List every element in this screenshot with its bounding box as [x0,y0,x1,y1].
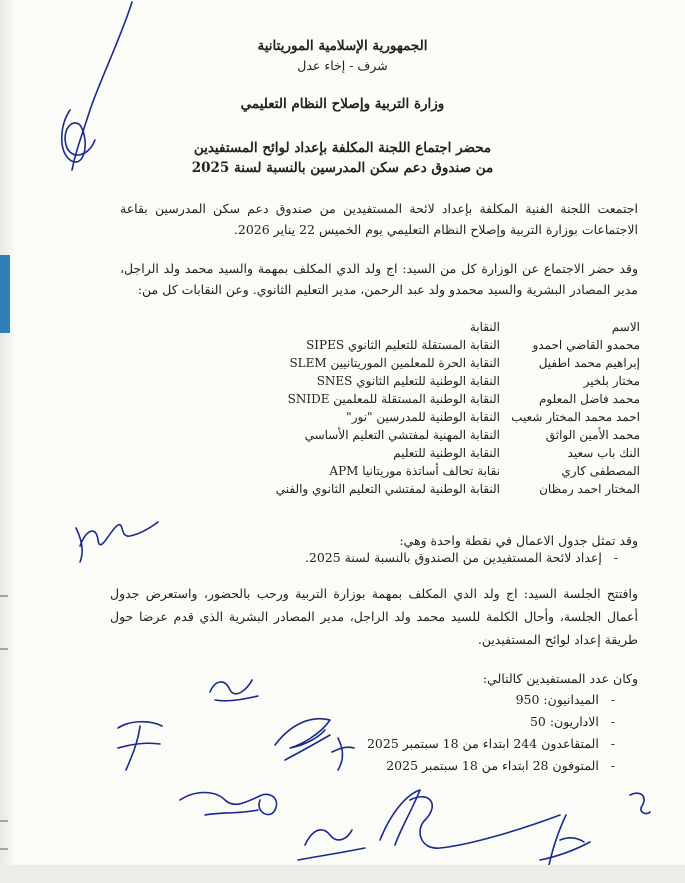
attendee-name: مختار بلخير [583,374,640,388]
edge-mark [0,648,8,650]
attendee-name: محمدو القاضي احمدو [532,338,640,352]
country-name: الجمهورية الإسلامية الموريتانية [257,38,428,54]
attendance-paragraph: وقد حضر الاجتماع عن الوزارة كل من السيد: اج ولد الدي المكلف بمهمة والسيد محمد ولد الراجل، مدير المصادر البشرية والسيد محمدو ولد عبد الرحمن، مدير التعليم الثانوي. وعن النقابات كل من: [120,261,638,297]
signature-stroke [298,830,365,860]
table-row [180,480,640,498]
attendee-name: محمد فاضل المعلوم [538,392,640,406]
beneficiary-count: المتوفون 28 ابتداء من 18 سبتمبر 2025 [386,758,599,773]
table-row [180,462,640,480]
edge-mark [0,595,8,597]
attendee-union: النقابة الوطنية للتعليم [393,446,500,460]
attendee-name: احمد محمد المختار شعيب [511,410,640,424]
signature-stroke [380,790,560,848]
attendee-union: النقابة الوطنية للتعليم الثانوي SNES [316,374,500,388]
attendee-name: المصطفى كاري [561,464,640,478]
bullet-marker: - [610,736,615,751]
side-tab-marker [0,255,10,333]
list-item [516,690,615,710]
agenda-intro: وقد تمثل جدول الاعمال في نقطة واحدة وهي: [399,533,638,548]
table-row [180,444,640,462]
attendee-name: محمد الأمين الواثق [545,428,640,442]
table-row [180,354,640,372]
attendee-union: النقابة الحرة للمعلمين الموريتانيين SLEM [289,356,500,370]
attendee-name: إبراهيم محمد اطفيل [538,356,640,370]
name-column-header: الاسم [611,320,640,334]
bullet-marker: - [610,758,615,773]
attendee-union: النقابة الوطنية لمفتشي التعليم الثانوي والفني [275,482,500,496]
signature-stroke [540,815,590,870]
attendee-name: النك باب سعيد [567,446,640,460]
agenda-item [200,550,618,565]
list-item [367,734,615,754]
list-item [530,712,615,732]
signature-stroke [275,719,330,760]
table-row [180,336,640,354]
table-row [180,372,640,390]
bullet-marker: - [613,550,618,565]
document-title-line2: من صندوق دعم سكن المدرسين بالنسبة لسنة 2025 [191,160,494,176]
beneficiary-count: المتقاعدون 244 ابتداء من 18 سبتمبر 2025 [366,736,599,751]
page-bottom-strip [0,865,685,883]
attendee-union: نقابة تحالف أساتذة موريتانيا APM [329,464,500,478]
edge-mark [0,848,8,850]
attendee-union: النقابة المستقلة للتعليم الثانوي SIPES [306,338,500,352]
attendee-union: النقابة الوطنية للمدرسين "نور" [346,410,500,424]
page-left-edge [0,0,14,883]
table-row [180,408,640,426]
union-column-header: النقابة [469,320,500,334]
table-row [180,426,640,444]
beneficiary-count: الميدانيون: 950 [515,692,599,707]
opening-paragraph: وافتتح الجلسة السيد: اج ولد الدي المكلف بمهمة بوزارة التربية ورحب بالحضور، واستعرض جدول أعمال الجلسة، وأحال الكلمة للسيد محمد ولد الراجل، مدير المصادر البشرية الذي قدم عرضا حول طريقة إعداد لوائح المستفيدين. [110,586,638,647]
ministry-name: وزارة التربية وإصلاح النظام التعليمي [240,96,445,112]
agenda-item-text: إعداد لائحة المستفيدين من الصندوق بالنسبة لسنة 2025. [304,550,602,565]
signature-stroke [118,722,162,770]
signature-stroke [332,738,354,770]
signature-stroke [180,793,277,816]
attendees-table [180,318,640,498]
attendees-header-row [180,318,640,336]
attendee-union: النقابة الوطنية المستقلة للمعلمين SNIDE [287,392,500,406]
attendee-name: المختار احمد رمظان [539,482,640,496]
attendee-union: النقابة المهنية لمفتشي التعليم الأساسي [304,428,500,442]
edge-mark [0,820,8,822]
document-title-line1: محضر اجتماع اللجنة المكلفة بإعداد لوائح المستفيدين [193,140,492,156]
table-row [180,390,640,408]
bullet-marker: - [610,692,615,707]
beneficiaries-intro: وكان عدد المستفيدين كالتالي: [482,671,638,686]
national-motto: شرف - إخاء عدل [297,58,388,73]
list-item [386,756,615,776]
bullet-marker: - [610,714,615,729]
signature-stroke [630,793,650,813]
beneficiary-count: الاداريون: 50 [529,714,599,729]
intro-paragraph: اجتمعت اللجنة الفنية المكلفة بإعداد لائحة المستفيدين من صندوق دعم سكن المدرسين بقاعة الاجتماعات بوزارة التربية وإصلاح النظام التعليمي يوم الخميس 22 يناير 2026. [120,201,638,237]
